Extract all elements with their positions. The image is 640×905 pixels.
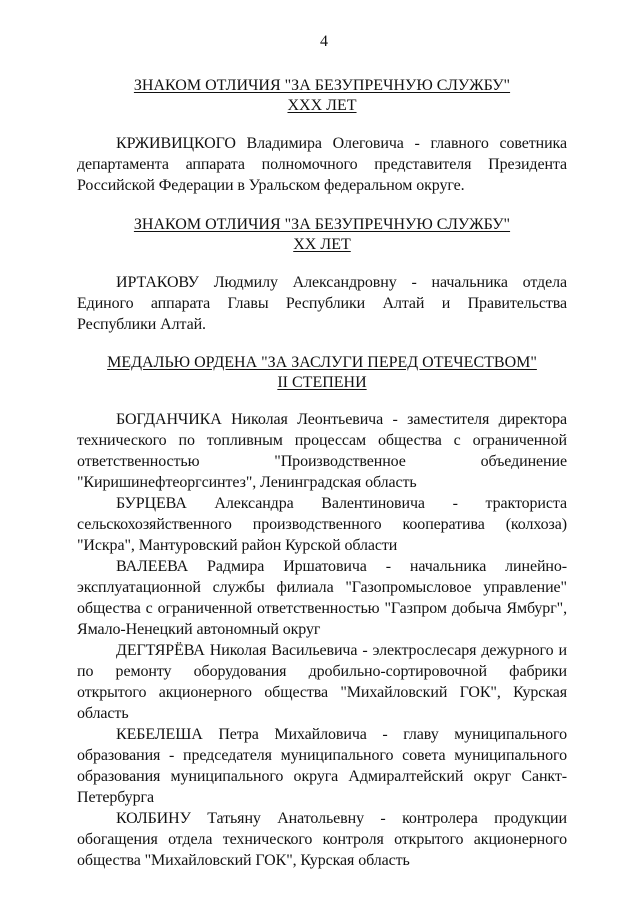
section-heading-3 [77, 353, 567, 393]
section-heading-1-line-1: ЗНАКОМ ОТЛИЧИЯ "ЗА БЕЗУПРЕЧНУЮ СЛУЖБУ" [133, 77, 511, 94]
award-entry: ДЕГТЯРЁВА Николая Васильевича - электрослесаря дежурного и по ремонту оборудования дробильно-сортировочной фабрики открытого акционерного общества "Михайловский ГОК", Курская область [77, 642, 567, 722]
section-heading-1 [77, 76, 567, 116]
award-entry: ВАЛЕЕВА Радмира Иршатовича - начальника линейно-эксплуатационной службы филиала "Газопромысловое управление" общества с ограниченной ответственностью "Газпром добыча Ямбург", Ямало-Ненецкий автономный округ [77, 558, 567, 638]
section-heading-3-line-1: МЕДАЛЬЮ ОРДЕНА "ЗА ЗАСЛУГИ ПЕРЕД ОТЕЧЕСТВОМ" [107, 354, 537, 371]
award-entry: ИРТАКОВУ Людмилу Александровну - начальника отдела Единого аппарата Главы Республики Алтай и Правительства Республики Алтай. [77, 274, 567, 333]
section-heading-2 [77, 215, 567, 255]
award-entry: КРЖИВИЦКОГО Владимира Олеговича - главного советника департамента аппарата полномочного представителя Президента Российской Федерации в Уральском федеральном округе. [77, 135, 567, 194]
section-heading-2-line-1: ЗНАКОМ ОТЛИЧИЯ "ЗА БЕЗУПРЕЧНУЮ СЛУЖБУ" [133, 216, 511, 233]
award-entry: БУРЦЕВА Александра Валентиновича - тракториста сельскохозяйственного производственного кооператива (колхоза) "Искра", Мантуровский район Курской области [77, 495, 567, 554]
section-heading-3-line-2: II СТЕПЕНИ [277, 374, 367, 391]
page-number: 4 [320, 33, 328, 50]
award-entry: БОГДАНЧИКА Николая Леонтьевича - заместителя директора технического по топливным процессам общества с ограниченной ответственностью "Производственное объединение "Киришинефтеоргсинтез", Ленинградская область [77, 411, 567, 491]
award-list [77, 409, 567, 871]
award-entry: КЕБЕЛЕША Петра Михайловича - главу муниципального образования - председателя муниципального совета муниципального образования муниципального округа Адмиралтейский округ Санкт-Петербурга [77, 726, 567, 806]
section-heading-2-line-2: XX ЛЕТ [293, 236, 351, 253]
award-entry: КОЛБИНУ Татьяну Анатольевну - контролера продукции обогащения отдела технического контроля открытого акционерного общества "Михайловский ГОК", Курская область [77, 810, 567, 869]
section-heading-1-line-2: XXX ЛЕТ [287, 97, 357, 114]
